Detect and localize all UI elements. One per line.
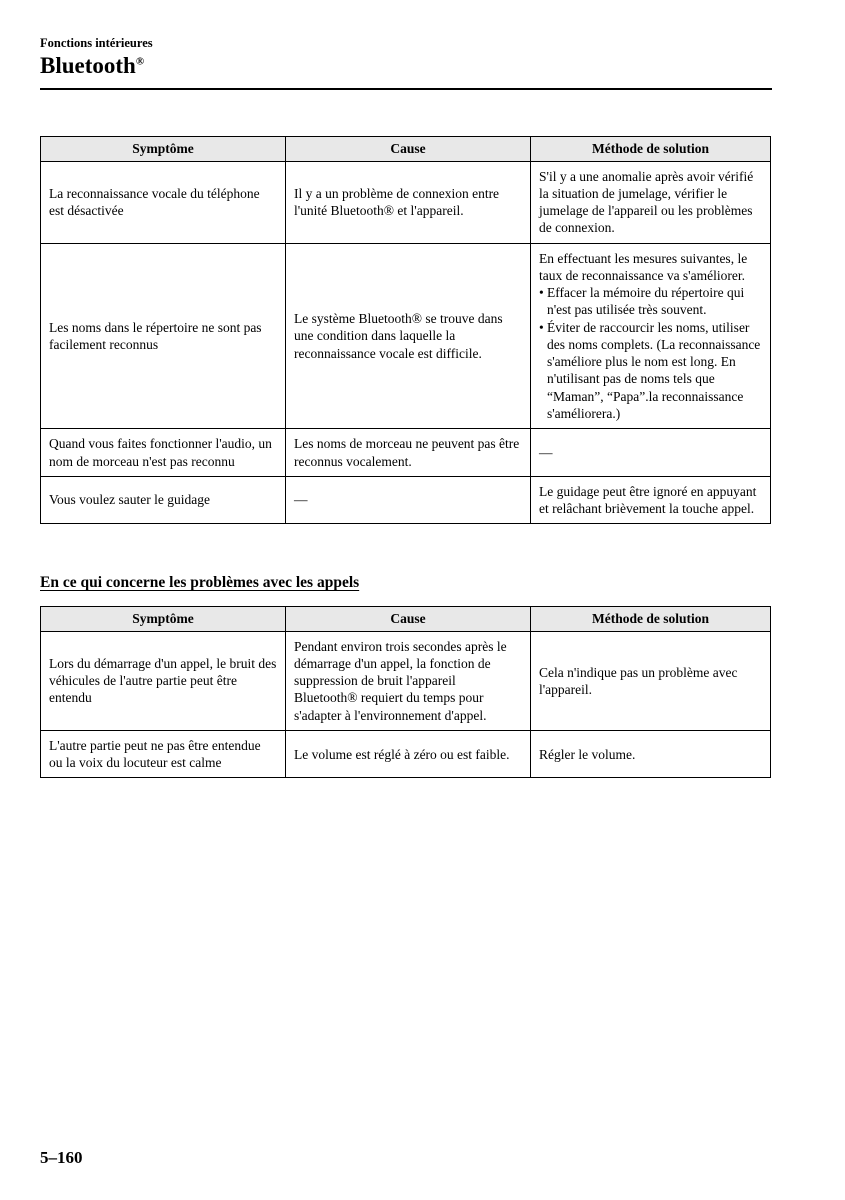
table-row [41,161,771,243]
symptom-cell: Lors du démarrage d'un appel, le bruit des véhicules de l'autre partie peut être entendu [41,631,286,730]
cause-cell: Le volume est réglé à zéro ou est faible. [286,730,531,778]
cause-cell: Les noms de morceau ne peuvent pas être reconnus vocalement. [286,429,531,477]
table-row [41,429,771,477]
column-header-symptom: Symptôme [41,137,286,161]
solution-bullet [539,319,762,423]
symptom-cell: Quand vous faites fonctionner l'audio, un nom de morceau n'est pas reconnu [41,429,286,477]
cause-cell: — [286,476,531,524]
solution-cell [531,243,771,429]
column-header-cause: Cause [286,607,531,631]
cause-cell: Le système Bluetooth® se trouve dans une condition dans laquelle la reconnaissance vocale est difficile. [286,243,531,429]
symptom-cell: L'autre partie peut ne pas être entendue ou la voix du locuteur est calme [41,730,286,778]
solution-cell: Régler le volume. [531,730,771,778]
column-header-symptom: Symptôme [41,607,286,631]
section-label: Fonctions intérieures [40,36,153,50]
column-header-cause: Cause [286,137,531,161]
column-header-solution: Méthode de solution [531,137,771,161]
table-row [41,631,771,730]
solution-cell: Cela n'indique pas un problème avec l'appareil. [531,631,771,730]
column-header-solution: Méthode de solution [531,607,771,631]
cause-cell: Il y a un problème de connexion entre l'unité Bluetooth® et l'appareil. [286,161,531,243]
page-number: 5–160 [40,1148,83,1167]
solution-cell: S'il y a une anomalie après avoir vérifié la situation de jumelage, vérifier le jumelage de l'appareil ou les problèmes de connexion. [531,161,771,243]
title-rule [40,88,772,90]
solution-intro: En effectuant les mesures suivantes, le taux de reconnaissance va s'améliorer. [539,250,748,283]
section-heading: En ce qui concerne les problèmes avec les appels [40,574,360,592]
solution-cell: Le guidage peut être ignoré en appuyant et relâchant brièvement la touche appel. [531,476,771,524]
symptom-cell: Vous voulez sauter le guidage [41,476,286,524]
call-issues-table [40,606,771,778]
call-issues-table-wrap [40,606,805,778]
table-header-row [41,137,771,161]
bullet-icon: • [539,319,544,335]
solution-cell: — [531,429,771,477]
table-row [41,476,771,524]
table-row [41,730,771,778]
page-title-text: Bluetooth [40,53,136,78]
page-title [40,53,805,78]
bullet-text: Effacer la mémoire du répertoire qui n'est pas utilisée très souvent. [547,285,745,318]
bluetooth-issues-table-wrap [40,136,805,524]
symptom-cell: Les noms dans le répertoire ne sont pas facilement reconnus [41,243,286,429]
bullet-text: Éviter de raccourcir les noms, utiliser des noms complets. (La reconnaissance s'améliore plus le nom est long. En n'utilisant pas de noms tels que “Maman”, “Papa”.la reconnaissance s'améliorera.) [547,319,761,422]
cause-cell: Pendant environ trois secondes après le démarrage d'un appel, la fonction de suppression de bruit l'appareil Bluetooth® requiert du temps pour s'adapter à l'environnement d'appel. [286,631,531,730]
registered-mark: ® [135,55,145,68]
bullet-icon: • [539,285,544,301]
table-header-row [41,607,771,631]
table-row [41,243,771,429]
bluetooth-issues-table [40,136,771,524]
symptom-cell: La reconnaissance vocale du téléphone est désactivée [41,161,286,243]
solution-bullet [539,284,762,319]
